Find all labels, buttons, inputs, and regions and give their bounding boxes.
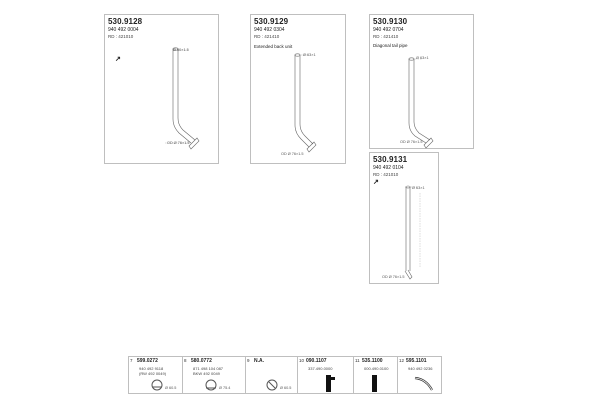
clamp-icon (203, 377, 239, 393)
part-number: 530.9130 (373, 17, 408, 26)
dim-bottom: OD Ø 76×1.5 (167, 141, 190, 145)
clamp-icon (149, 377, 181, 393)
heat-shield-icon (412, 375, 436, 393)
accessory-dim: Ø 60.5 (165, 386, 177, 390)
strap-icon (368, 374, 384, 393)
accessory-line1: 940 492 9118 (139, 366, 164, 371)
arrow-icon: ↗ (115, 56, 121, 63)
oe-number: 940 492 0104 (373, 165, 404, 171)
accessory-cell (129, 357, 183, 393)
dim-bottom: OD Ø 76×1.5 (281, 152, 304, 156)
note: Extended back unit (254, 44, 293, 49)
part-card-530-9128 (104, 14, 219, 164)
accessory-line1: 871 498 104 087 (193, 366, 224, 371)
accessory-part-number: 090.1107 (306, 358, 327, 364)
note: Diagonal tail pipe (373, 43, 408, 48)
accessory-index: 12 (399, 358, 405, 363)
accessory-line1: 940 492 0236 (408, 366, 433, 371)
accessory-index: 11 (355, 358, 360, 363)
accessory-line1: 000.490.0100 (364, 366, 389, 371)
bracket-icon (322, 374, 340, 393)
oe-number: 940 492 0304 (254, 27, 285, 33)
dim-top: Ø 60×1.5 (173, 48, 189, 52)
part-card-530-9131 (369, 152, 439, 284)
dim-bottom: OD Ø 76×1.5 (400, 140, 423, 144)
accessory-cell (246, 357, 298, 393)
part-number: 530.9128 (108, 17, 143, 26)
accessory-part-number: 535.1100 (362, 358, 383, 364)
reference: RD : 421410 (373, 34, 399, 39)
dim-top: Ø 63×1 (303, 53, 316, 57)
reference: RD : 421010 (108, 34, 134, 39)
accessory-index: 7 (130, 358, 133, 363)
accessory-cell (398, 357, 441, 393)
accessory-line1: 337.490.0000 (308, 366, 333, 371)
oe-number: 940 492 0704 (373, 27, 404, 33)
arrow-icon: ↗ (373, 179, 379, 186)
accessory-part-number: 599.0272 (137, 358, 158, 364)
accessory-cell (298, 357, 354, 393)
accessory-index: 8 (184, 358, 187, 363)
clamp-icon (264, 377, 298, 393)
accessory-part-number: 595.1101 (406, 358, 427, 364)
part-card-530-9129 (250, 14, 346, 164)
tail-pipe-drawing (105, 15, 220, 165)
part-number: 530.9129 (254, 17, 289, 26)
accessory-cell (354, 357, 398, 393)
part-number: 530.9131 (373, 155, 408, 164)
tail-pipe-drawing (251, 15, 347, 165)
accessory-dim: Ø 75.4 (219, 386, 231, 390)
accessory-dim: Ø 60.5 (280, 386, 292, 390)
accessory-cell (183, 357, 246, 393)
dim-top: Ø 63×1 (416, 56, 429, 60)
tail-pipe-drawing (370, 153, 440, 285)
dim-bottom: OD Ø 76×1.5 (382, 275, 405, 279)
reference: RD : 421410 (254, 34, 280, 39)
accessory-line2: BKW 492 0049 (193, 371, 220, 376)
oe-number: 940 492 0004 (108, 27, 139, 33)
tail-pipe-drawing (370, 15, 475, 150)
accessory-part-number: 580.0772 (191, 358, 212, 364)
accessory-index: 9 (247, 358, 250, 363)
accessories-strip (128, 356, 442, 394)
part-card-530-9130 (369, 14, 474, 149)
accessory-index: 10 (299, 358, 305, 363)
dim-top: Ø 63×1 (412, 186, 425, 190)
accessory-part-number: N.A. (254, 358, 264, 364)
reference: RD : 421010 (373, 172, 399, 177)
accessory-line2: (RW 492 0049) (139, 371, 167, 376)
